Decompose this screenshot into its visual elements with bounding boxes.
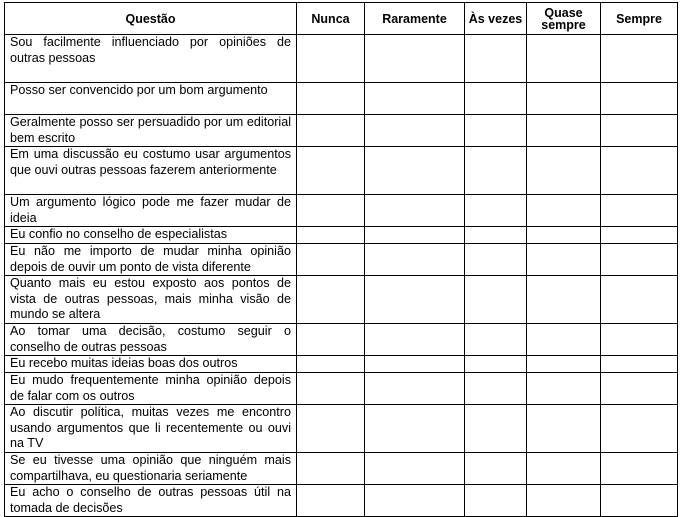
header-row: [5, 3, 678, 35]
table-row: [5, 244, 678, 276]
answer-cell-raramente[interactable]: [365, 227, 465, 244]
answer-cell-as-vezes[interactable]: [465, 147, 527, 195]
answer-cell-nunca[interactable]: [297, 147, 365, 195]
answer-cell-nunca[interactable]: [297, 356, 365, 373]
header-nunca: Nunca: [297, 3, 365, 35]
answer-cell-nunca[interactable]: [297, 83, 365, 115]
table-row: [5, 485, 678, 517]
question-text: Eu acho o conselho de outras pessoas útil na tomada de decisões: [5, 485, 297, 517]
answer-cell-quase-sempre[interactable]: [527, 83, 601, 115]
answer-cell-raramente[interactable]: [365, 324, 465, 356]
answer-cell-as-vezes[interactable]: [465, 453, 527, 485]
answer-cell-sempre[interactable]: [601, 356, 678, 373]
answer-cell-nunca[interactable]: [297, 195, 365, 227]
table-row: [5, 276, 678, 324]
answer-cell-sempre[interactable]: [601, 195, 678, 227]
table-row: [5, 453, 678, 485]
answer-cell-quase-sempre[interactable]: [527, 35, 601, 83]
answer-cell-nunca[interactable]: [297, 324, 365, 356]
table-row: [5, 115, 678, 147]
answer-cell-as-vezes[interactable]: [465, 324, 527, 356]
question-text: Em uma discussão eu costumo usar argumentos que ouvi outras pessoas fazerem anteriormente: [5, 147, 297, 195]
answer-cell-quase-sempre[interactable]: [527, 453, 601, 485]
table-row: [5, 405, 678, 453]
answer-cell-quase-sempre[interactable]: [527, 244, 601, 276]
answer-cell-as-vezes[interactable]: [465, 195, 527, 227]
answer-cell-raramente[interactable]: [365, 244, 465, 276]
table-row: [5, 227, 678, 244]
answer-cell-as-vezes[interactable]: [465, 356, 527, 373]
answer-cell-nunca[interactable]: [297, 35, 365, 83]
answer-cell-sempre[interactable]: [601, 227, 678, 244]
answer-cell-as-vezes[interactable]: [465, 83, 527, 115]
answer-cell-raramente[interactable]: [365, 356, 465, 373]
header-as-vezes: Às vezes: [465, 3, 527, 35]
answer-cell-quase-sempre[interactable]: [527, 485, 601, 517]
answer-cell-raramente[interactable]: [365, 147, 465, 195]
answer-cell-nunca[interactable]: [297, 244, 365, 276]
answer-cell-quase-sempre[interactable]: [527, 356, 601, 373]
answer-cell-quase-sempre[interactable]: [527, 373, 601, 405]
answer-cell-nunca[interactable]: [297, 405, 365, 453]
answer-cell-quase-sempre[interactable]: [527, 405, 601, 453]
answer-cell-sempre[interactable]: [601, 373, 678, 405]
answer-cell-as-vezes[interactable]: [465, 485, 527, 517]
question-text: Um argumento lógico pode me fazer mudar de ideia: [5, 195, 297, 227]
answer-cell-as-vezes[interactable]: [465, 276, 527, 324]
table-row: [5, 356, 678, 373]
question-text: Eu mudo frequentemente minha opinião depois de falar com os outros: [5, 373, 297, 405]
answer-cell-nunca[interactable]: [297, 227, 365, 244]
table-row: [5, 195, 678, 227]
questionnaire-table: [4, 2, 678, 517]
answer-cell-raramente[interactable]: [365, 115, 465, 147]
header-quase-sempre: Quase sempre: [527, 3, 601, 35]
answer-cell-sempre[interactable]: [601, 147, 678, 195]
answer-cell-as-vezes[interactable]: [465, 35, 527, 83]
table-row: [5, 324, 678, 356]
header-raramente: Raramente: [365, 3, 465, 35]
answer-cell-nunca[interactable]: [297, 276, 365, 324]
header-questao: Questão: [5, 3, 297, 35]
answer-cell-sempre[interactable]: [601, 276, 678, 324]
question-text: Ao tomar uma decisão, costumo seguir o conselho de outras pessoas: [5, 324, 297, 356]
answer-cell-raramente[interactable]: [365, 405, 465, 453]
answer-cell-raramente[interactable]: [365, 195, 465, 227]
question-text: Quanto mais eu estou exposto aos pontos de vista de outras pessoas, mais minha visão de mundo se altera: [5, 276, 297, 324]
question-text: Geralmente posso ser persuadido por um editorial bem escrito: [5, 115, 297, 147]
answer-cell-sempre[interactable]: [601, 485, 678, 517]
answer-cell-as-vezes[interactable]: [465, 373, 527, 405]
answer-cell-quase-sempre[interactable]: [527, 147, 601, 195]
answer-cell-as-vezes[interactable]: [465, 115, 527, 147]
answer-cell-raramente[interactable]: [365, 485, 465, 517]
answer-cell-quase-sempre[interactable]: [527, 324, 601, 356]
answer-cell-sempre[interactable]: [601, 453, 678, 485]
answer-cell-sempre[interactable]: [601, 35, 678, 83]
question-text: Sou facilmente influenciado por opiniões de outras pessoas: [5, 35, 297, 83]
table-row: [5, 83, 678, 115]
answer-cell-as-vezes[interactable]: [465, 405, 527, 453]
header-sempre: Sempre: [601, 3, 678, 35]
answer-cell-raramente[interactable]: [365, 35, 465, 83]
question-text: Eu recebo muitas ideias boas dos outros: [5, 356, 297, 373]
question-text: Eu confio no conselho de especialistas: [5, 227, 297, 244]
answer-cell-raramente[interactable]: [365, 83, 465, 115]
question-text: Posso ser convencido por um bom argumento: [5, 83, 297, 115]
answer-cell-sempre[interactable]: [601, 244, 678, 276]
answer-cell-nunca[interactable]: [297, 115, 365, 147]
question-text: Eu não me importo de mudar minha opinião depois de ouvir um ponto de vista diferente: [5, 244, 297, 276]
question-text: Ao discutir política, muitas vezes me encontro usando argumentos que li recentemente ou ouvi na TV: [5, 405, 297, 453]
answer-cell-as-vezes[interactable]: [465, 227, 527, 244]
answer-cell-sempre[interactable]: [601, 324, 678, 356]
table-row: [5, 147, 678, 195]
question-text: Se eu tivesse uma opinião que ninguém mais compartilhava, eu questionaria seriamente: [5, 453, 297, 485]
answer-cell-sempre[interactable]: [601, 405, 678, 453]
answer-cell-raramente[interactable]: [365, 373, 465, 405]
answer-cell-nunca[interactable]: [297, 453, 365, 485]
answer-cell-raramente[interactable]: [365, 453, 465, 485]
answer-cell-quase-sempre[interactable]: [527, 227, 601, 244]
answer-cell-sempre[interactable]: [601, 83, 678, 115]
answer-cell-nunca[interactable]: [297, 485, 365, 517]
answer-cell-quase-sempre[interactable]: [527, 115, 601, 147]
answer-cell-raramente[interactable]: [365, 276, 465, 324]
answer-cell-quase-sempre[interactable]: [527, 276, 601, 324]
answer-cell-sempre[interactable]: [601, 115, 678, 147]
answer-cell-as-vezes[interactable]: [465, 244, 527, 276]
answer-cell-quase-sempre[interactable]: [527, 195, 601, 227]
table-row: [5, 373, 678, 405]
answer-cell-nunca[interactable]: [297, 373, 365, 405]
table-row: [5, 35, 678, 83]
